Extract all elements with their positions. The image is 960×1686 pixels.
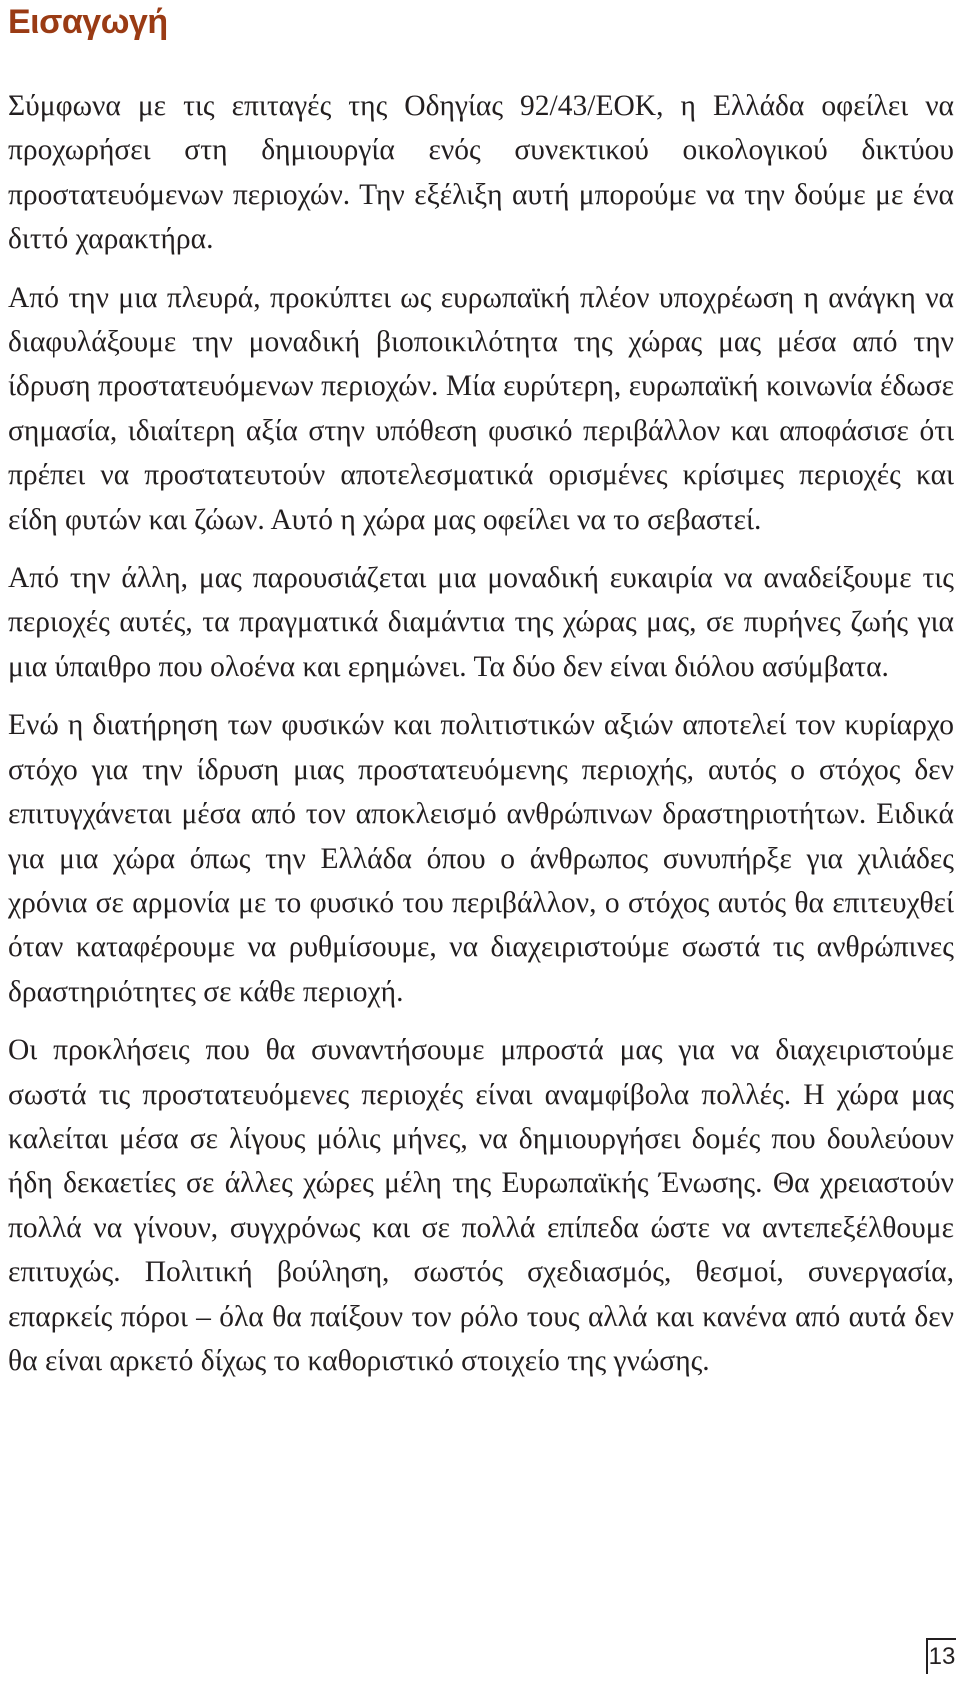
paragraph-1: Σύμφωνα με τις επιταγές της Οδηγίας 92/43/ΕΟΚ, η Ελλάδα οφείλει να προχωρήσει στη δημιουργία ενός συνεκτικού οικολογικού δικτύου προστατευόμενων περιοχών. Την εξέλιξη αυτή μπορούμε να την δούμε με ένα διττό χαρακτήρα. — [8, 90, 954, 256]
page-number: 13 — [926, 1638, 956, 1674]
page-title: Εισαγωγή — [8, 3, 168, 41]
body-text — [8, 84, 954, 1397]
paragraph-4: Ενώ η διατήρηση των φυσικών και πολιτιστικών αξιών αποτελεί τον κυρίαρχο στόχο για την ίδρυση μιας προστατευόμενης περιοχής, αυτός ο στόχος δεν επιτυγχάνεται μέσα από τον αποκλεισμό ανθρώπινων δραστηριοτήτων. Ειδικά για μια χώρα όπως την Ελλάδα όπου ο άνθρωπος συνυπήρξε για χιλιάδες χρόνια σε αρμονία με το φυσικό του περιβάλλον, ο στόχος αυτός θα επιτευχθεί όταν καταφέρουμε να ρυθμίσουμε, να διαχειριστούμε σωστά τις ανθρώπινες δραστηριότητες σε κάθε περιοχή. — [8, 709, 954, 1008]
paragraph-2: Από την μια πλευρά, προκύπτει ως ευρωπαϊκή πλέον υποχρέωση η ανάγκη να διαφυλάξουμε την μοναδική βιοποικιλότητα της χώρας μας μέσα από την ίδρυση προστατευόμενων περιοχών. Μία ευρύτερη, ευρωπαϊκή κοινωνία έδωσε σημασία, ιδιαίτερη αξία στην υπόθεση φυσικό περιβάλλον και αποφάσισε ότι πρέπει να προστατευτούν αποτελεσματικά ορισμένες κρίσιμες περιοχές και είδη φυτών και ζώων. Αυτό η χώρα μας οφείλει να το σεβαστεί. — [8, 281, 954, 536]
paragraph-3: Από την άλλη, μας παρουσιάζεται μια μοναδική ευκαιρία να αναδείξουμε τις περιοχές αυτές, τα πραγματικά διαμάντια της χώρας μας, σε πυρήνες ζωής για μια ύπαιθρο που ολοένα και ερημώνει. Τα δύο δεν είναι διόλου ασύμβατα. — [8, 562, 954, 683]
paragraph-5: Οι προκλήσεις που θα συναντήσουμε μπροστά μας για να διαχειριστούμε σωστά τις προστατευόμενες περιοχές είναι αναμφίβολα πολλές. Η χώρα μας καλείται μέσα σε λίγους μόλις μήνες, να δημιουργήσει δομές που δουλεύουν ήδη δεκαετίες σε άλλες χώρες μέλη της Ευρωπαϊκής Ένωσης. Θα χρειαστούν πολλά να γίνουν, συγχρόνως και σε πολλά επίπεδα ώστε να αντεπεξέλθουμε επιτυχώς. Πολιτική βούληση, σωστός σχεδιασμός, θεσμοί, συνεργασία, επαρκείς πόροι – όλα θα παίξουν τον ρόλο τους αλλά και κανένα από αυτά δεν θα είναι αρκετό δίχως το καθοριστικό στοιχείο της γνώσης. — [8, 1034, 954, 1377]
